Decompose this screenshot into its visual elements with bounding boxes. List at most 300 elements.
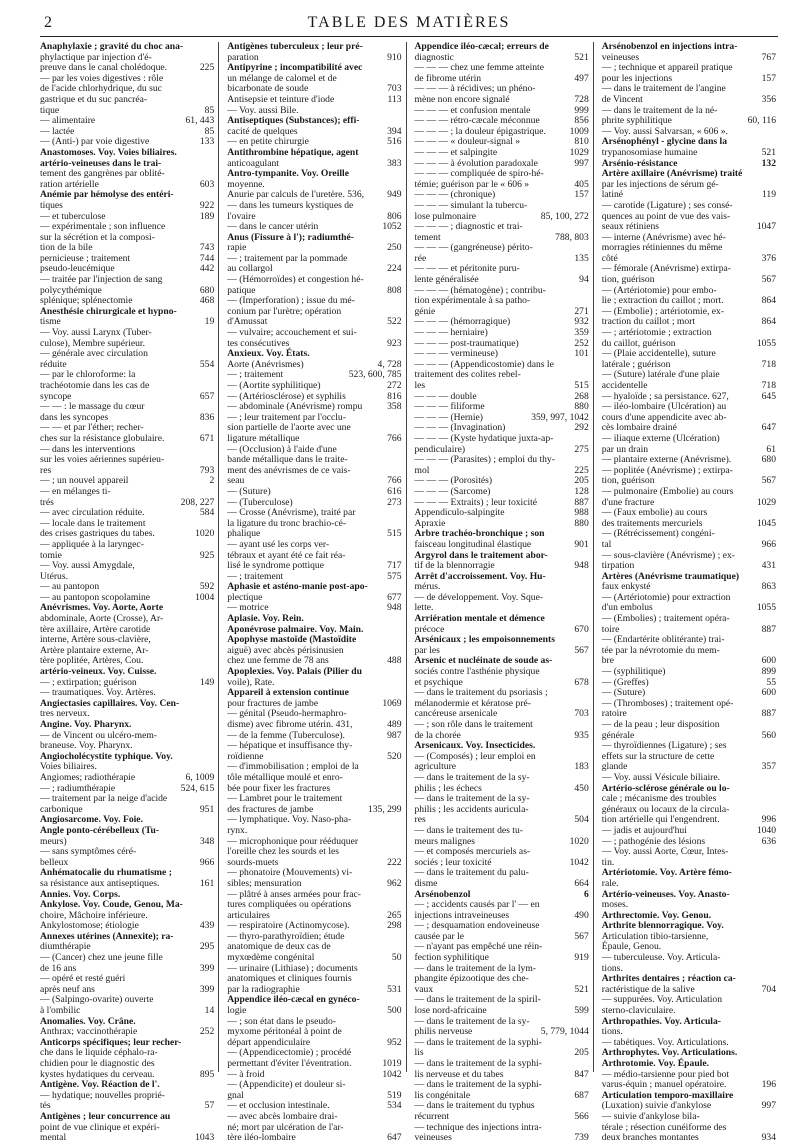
index-entry-text: trés: [40, 496, 54, 508]
index-entry-text: tés: [40, 1100, 51, 1112]
index-entry-text: traction du caillot ; mort: [601, 316, 695, 328]
index-entry-page: 1047: [756, 221, 776, 233]
index-entry-text: choire, Mâchoire inférieure.: [40, 909, 148, 921]
index-entry-page: 864: [761, 316, 776, 328]
index-entry-page: 1055: [756, 337, 776, 349]
index-entry-text: Arsénophényl - glycine dans la: [601, 136, 728, 148]
index-entry-text: les: [414, 380, 426, 391]
index-entry-text: Antro-tympanite. Voy. Oreille: [227, 168, 349, 180]
index-entry-text: Anurie par calculs de l'uretère. 536,: [227, 189, 365, 201]
index-entry: [40, 879, 214, 890]
index-entry-page: 273: [387, 496, 402, 508]
index-entry-text: phangite épizootique des che-: [414, 973, 529, 985]
index-entry-text: — au pantopon: [40, 581, 100, 593]
index-entry-page: 500: [387, 1005, 402, 1017]
index-entry-page: 575: [387, 570, 402, 582]
index-entry-page: 504: [574, 814, 589, 826]
index-entry-text: — dans le traitement du typhus: [414, 1100, 535, 1112]
index-entry: [415, 455, 589, 466]
index-entry-text: bre: [601, 655, 614, 667]
index-entry-page: 55: [766, 676, 776, 688]
index-entry: [415, 148, 589, 159]
index-entry-text: — dans le traitement de la syphi-: [414, 1058, 542, 1069]
index-entry-text: — dans le traitement des tu-: [414, 824, 523, 836]
index-entry-page: 523, 600, 785: [348, 369, 402, 381]
index-entry-text: Antiseptiques (Substances); effi-: [227, 115, 360, 127]
index-entry-text: — — — (Hernie): [414, 411, 483, 423]
index-entry-text: tère iléo-lombaire: [227, 1132, 296, 1144]
index-entry-text: côté: [601, 252, 618, 264]
index-entry: [40, 95, 214, 106]
index-entry-text: — jadis et aujourd'hui: [601, 824, 687, 836]
index-entry-text: veineuses: [414, 1132, 452, 1144]
index-entry-page: 600: [761, 655, 776, 667]
index-entry-page: 135: [574, 252, 589, 264]
index-entry-text: d'un embolus: [601, 602, 653, 614]
index-entry-page: 1029: [756, 496, 776, 508]
index-entry-page: 205: [574, 1047, 589, 1059]
index-entry-page: 133: [199, 136, 215, 148]
index-entry: [227, 826, 401, 837]
index-entry-page: 600: [761, 687, 776, 699]
index-entry-text: et psychique: [414, 676, 463, 688]
index-entry-text: pseudo-leucémique: [40, 263, 115, 275]
index-entry-text: Artère axillaire (Anévrisme) traité: [601, 168, 743, 180]
index-entry-page: 806: [387, 210, 402, 222]
index-entry-text: — hépatique et insuffisance thy-: [227, 740, 353, 752]
index-entry: [415, 826, 589, 837]
index-entry-text: tion, guérison: [601, 475, 655, 487]
index-entry-text: — — — (gangréneuse) périto-: [414, 242, 533, 254]
index-entry-page: 157: [574, 189, 589, 201]
index-entry-text: — — — vermineuse): [414, 348, 498, 360]
index-entry-text: philis ; les accidents auricula-: [414, 803, 529, 815]
index-entry: [602, 243, 776, 254]
index-entry: [415, 868, 589, 879]
index-entry-text: sur les voies aériennes supérieu-: [40, 454, 165, 466]
index-entry-text: Voies biliaires.: [40, 761, 97, 773]
index-entry-text: meurs): [40, 835, 67, 847]
index-entry-page: 788, 803: [555, 231, 589, 243]
index-entry-page: 996: [761, 814, 776, 826]
index-entry-page: 208, 227: [180, 496, 215, 508]
index-entry-text: Annexes utérines (Annexite); ra-: [40, 930, 174, 942]
index-entry-text: meurs malignes: [414, 835, 475, 847]
index-entry-text: sociés contre l'asthénie physique: [414, 666, 540, 678]
index-entry-page: 515: [387, 528, 402, 540]
index-entry-text: récurrent: [414, 1110, 450, 1122]
index-entry: [602, 201, 776, 212]
index-entry-text: la ligature du tronc brachio-cé-: [227, 517, 347, 529]
index-entry-page: 647: [761, 422, 776, 434]
index-entry-text: phalique: [227, 528, 261, 540]
index-entry-text: — ; accidents causés par l' — en: [414, 899, 540, 911]
index-entry-text: aiguë) avec abcès périsinusien: [227, 644, 344, 656]
index-entry-page: 766: [387, 432, 402, 444]
index-entry-text: — pulmonaire (Embolie) au cours: [601, 485, 734, 497]
index-entry: [602, 95, 776, 106]
index-entry-text: syncope: [40, 390, 72, 402]
index-entry-text: — (Anti-) par voie digestive: [40, 136, 150, 148]
index-entry-page: 61, 443: [185, 115, 215, 127]
index-entry-text: lie ; extraction du caillot ; mort.: [601, 295, 724, 307]
index-entry: [602, 953, 776, 964]
index-entry-text: Articulation temporo-maxillaire: [601, 1089, 734, 1101]
index-entry: [227, 1112, 401, 1123]
index-entry-text: injections intraveineuses: [414, 909, 510, 921]
index-entry: [227, 233, 401, 244]
index-entry-text: disme: [414, 877, 438, 889]
index-entry-text: sur la sécrétion et la composi-: [40, 231, 155, 243]
index-entry-text: — Crosse (Anévrisme), traité par: [227, 507, 356, 519]
index-entry: [602, 1133, 776, 1144]
index-entry-text: — respiratoire (Actinomycose).: [227, 920, 350, 932]
index-entry: [40, 826, 214, 837]
index-entry-text: — — — à évolution paradoxale: [414, 157, 538, 169]
index-entry-text: tin.: [601, 856, 615, 868]
index-entry-text: Aponévrose palmaire. Voy. Main.: [227, 623, 364, 635]
index-entry: [415, 1038, 589, 1049]
index-entry-text: Aplasie. Voy. Rein.: [227, 613, 304, 625]
index-entry-page: 113: [387, 93, 402, 105]
index-entry-text: — Voy. aussi Larynx (Tuber-: [40, 327, 152, 339]
index-entry-text: des crises gastriques du tabes.: [40, 528, 155, 540]
index-entry-page: 880: [574, 401, 589, 413]
index-entry-text: — (Tuberculose): [227, 496, 293, 508]
index-entry-text: — suppurées. Voy. Articulation: [601, 994, 723, 1006]
index-entry-text: térale ; résection cunéiforme des: [601, 1121, 727, 1133]
index-entry-page: 376: [761, 252, 776, 264]
index-entry: [602, 540, 776, 551]
index-entry-page: 966: [199, 856, 215, 868]
index-entry-text: — motrice: [227, 602, 269, 614]
index-entry: [415, 381, 589, 392]
index-entry-text: Angiomes; radiothérapie: [40, 771, 136, 783]
index-entry-page: 157: [761, 72, 776, 84]
index-entry-text: — — : le massage du cœur: [40, 401, 145, 413]
index-entry-page: 189: [199, 210, 215, 222]
index-entry-page: 567: [761, 475, 776, 487]
index-entry-text: carbonique: [40, 803, 83, 815]
index-entry-text: — hyaloïde ; sa persistance. 627,: [601, 390, 729, 402]
index-entry-page: 836: [199, 411, 215, 423]
index-entry-page: 359: [574, 327, 589, 339]
index-entry: [227, 148, 401, 159]
index-entry-text: philis nerveuse: [414, 1026, 473, 1038]
index-entry-text: Artère plantaire externe, Ar-: [40, 644, 149, 656]
index-entry-text: varus-équin ; manuel opératoire.: [601, 1079, 727, 1091]
index-entry-page: 847: [574, 1068, 589, 1080]
index-entry: [602, 1059, 776, 1070]
index-entry-text: — poplitée (Anévrisme) ; extirpa-: [601, 464, 733, 476]
index-entry-text: ratoire: [601, 708, 627, 720]
index-entry: [415, 572, 589, 583]
index-entry-page: 1052: [382, 221, 402, 233]
index-entry-text: tique: [40, 104, 60, 116]
index-entry-text: — médio-tarsienne pour pied bot: [601, 1068, 730, 1080]
index-entry-text: myxome péritonéal à point de: [227, 1026, 342, 1038]
index-entry-page: 225: [574, 464, 589, 476]
index-entry-text: res: [40, 464, 52, 476]
index-entry-text: — (Greffes): [601, 676, 649, 688]
index-entry: [40, 1123, 214, 1134]
index-entry: [415, 879, 589, 890]
index-entry-text: Annies. Voy. Corps.: [40, 888, 121, 900]
index-entry-text: — vulvaire; accouchement et sui-: [227, 327, 357, 339]
index-entry-page: 987: [387, 729, 402, 741]
index-entry-text: ration artérielle: [40, 178, 99, 190]
index-entry-page: 808: [387, 284, 402, 296]
index-entry-text: — thyroïdiennes (Ligature) ; ses: [601, 740, 727, 752]
index-entry-text: — dans le traitement de la né-: [601, 104, 718, 116]
index-entry: [40, 381, 214, 392]
index-entry: [227, 434, 401, 445]
index-entry-text: — ; desquamation endoveineuse: [414, 920, 540, 932]
index-entry-page: 524, 615: [180, 782, 215, 794]
index-entry: [415, 720, 589, 731]
index-entry-text: de Vincent: [601, 93, 643, 105]
index-entry-text: — dans le traitement de la sy-: [414, 771, 530, 783]
index-entry-text: Artères (Anévrisme traumatique): [601, 570, 740, 582]
index-entry-text: bicarbonate de soude: [227, 83, 309, 95]
index-entry-text: — — — (Invagination): [414, 422, 506, 434]
index-entry-text: — et occlusion intestinale.: [227, 1100, 330, 1112]
index-entry-text: ment des anévrismes de ce vais-: [227, 464, 351, 476]
index-entry-text: — de Vincent ou ulcéro-mem-: [40, 729, 157, 741]
index-entry-page: 949: [387, 189, 402, 201]
index-entry-page: 1009: [569, 125, 589, 137]
index-entry-text: Anticorps spécifiques; leur recher-: [40, 1036, 182, 1048]
index-entry-page: 399: [199, 983, 215, 995]
index-entry-page: 966: [761, 538, 776, 550]
index-entry-text: Arsénio-résistance: [601, 157, 678, 169]
index-entry-page: 910: [387, 51, 402, 63]
index-entry-page: 880: [574, 517, 589, 529]
index-entry-page: 222: [387, 856, 402, 868]
index-entry: [40, 434, 214, 445]
index-entry-text: sterno-claviculaire.: [601, 1005, 676, 1017]
index-entry-page: 925: [199, 549, 215, 561]
index-entry-text: paration: [227, 51, 259, 63]
index-entry-text: mérus.: [414, 581, 441, 593]
index-entry-page: 196: [761, 1079, 776, 1091]
index-entry-text: logie: [227, 1005, 247, 1017]
index-entry-text: Arrêt d'accroissement. Voy. Hu-: [414, 570, 546, 582]
index-entry: [415, 1059, 589, 1070]
index-entry-text: quences au point de vue des vais-: [601, 210, 731, 222]
index-entry-text: roïdienne: [227, 750, 264, 762]
index-entry-text: lose nord-africaine: [414, 1005, 487, 1017]
index-entry-text: — — — filiforme: [414, 401, 485, 413]
index-entry-text: Antipyrine ; incompatibilité avec: [227, 62, 363, 74]
index-entry-text: — — — et péritonite puru-: [414, 263, 520, 275]
index-entry-text: Appendice iléo-cæcal; erreurs de: [414, 41, 549, 52]
index-entry-page: 766: [387, 475, 402, 487]
index-entry-text: latérale ; guérison: [601, 358, 671, 370]
index-entry: [602, 826, 776, 837]
index-entry: [227, 201, 401, 212]
index-entry-text: trachéotomie dans les cas de: [40, 380, 150, 391]
index-entry-text: lisé le syndrome pottique: [227, 560, 324, 572]
index-entry-text: — — — compliquée de spiro-hé-: [414, 168, 544, 180]
index-entry-text: — ; traitement: [227, 369, 284, 381]
index-entry-text: — Voy. aussi Amygdale,: [40, 560, 135, 572]
index-entry-text: — (Occlusion) à l'aide d'une: [227, 443, 337, 455]
index-entry-page: 999: [574, 104, 589, 116]
index-entry-text: causée par le: [414, 930, 465, 942]
index-entry-text: Arriération mentale et démence: [414, 613, 545, 625]
index-entry: [227, 381, 401, 392]
index-entry-page: 647: [387, 1132, 402, 1144]
index-entry-text: — Voy. aussi Bile.: [227, 104, 299, 116]
index-entry-page: 816: [387, 390, 402, 402]
index-entry-text: — (Endartérite oblitérante) trai-: [601, 634, 725, 646]
index-entry-text: permettant d'éviter l'éventration.: [227, 1058, 352, 1069]
index-entry-text: né; mort par ulcération de l'ar-: [227, 1121, 344, 1133]
index-entry-page: 887: [761, 623, 776, 635]
index-entry-page: 678: [574, 676, 589, 688]
index-entry: [227, 995, 401, 1006]
index-entry: [415, 593, 589, 604]
index-entry-text: faisceau longitudinal élastique: [414, 538, 532, 550]
index-entry-text: Angle ponto-cérébelleux (Tu-: [40, 824, 160, 836]
index-entry-text: braneuse. Voy. Pharynx.: [40, 740, 133, 752]
index-entry-text: lente généralisée: [414, 274, 479, 286]
index-entry-text: cours d'une appendicite avec ab-: [601, 411, 727, 423]
index-entry-text: — avec circulation réduite.: [40, 507, 145, 519]
index-entry-page: 1029: [569, 146, 589, 158]
index-entry-text: — ; son état dans le pseudo-: [227, 1015, 336, 1027]
index-entry-text: — alimentaire: [40, 115, 96, 127]
index-entry-text: — phonatoire (Mouvements) vi-: [227, 867, 353, 879]
index-entry-text: Angine. Voy. Pharynx.: [40, 719, 132, 730]
index-entry-text: gastrique et du suc pancréa-: [40, 93, 148, 105]
index-entry-text: à l'ombilic: [40, 1005, 81, 1017]
index-entry-text: veineuses: [601, 51, 640, 63]
index-entry-text: par les: [414, 644, 440, 656]
index-entry-page: 250: [387, 242, 402, 254]
index-entry-page: 85: [204, 125, 215, 137]
index-entry-page: 252: [574, 337, 589, 349]
index-entry: [415, 296, 589, 307]
index-entry-page: 592: [199, 581, 215, 593]
index-entry-page: 567: [574, 644, 589, 656]
index-entry: [40, 720, 214, 731]
index-entry: [40, 190, 214, 201]
index-entry-page: 935: [574, 729, 589, 741]
index-entry-text: artério-veineux. Voy. Cuisse.: [40, 666, 157, 678]
index-entry-text: — au pantopon scopolamine: [40, 591, 151, 603]
index-entry-page: 394: [387, 125, 402, 137]
index-entry: [415, 370, 589, 381]
index-entry-text: par les injections de sérum gé-: [601, 178, 719, 190]
index-entry-page: 670: [574, 623, 589, 635]
index-entry-text: anticoagulant: [227, 157, 279, 169]
index-entry-page: 997: [761, 1100, 776, 1112]
index-entry-text: Arbre trachéo-bronchique ; son: [414, 528, 545, 540]
index-entry-text: tions.: [601, 962, 623, 974]
index-entry-text: — — — (Kyste hydatique juxta-ap-: [414, 432, 554, 444]
index-entry-page: 962: [387, 877, 402, 889]
index-entry: [415, 1112, 589, 1123]
index-entry-page: 671: [199, 432, 215, 444]
index-entry-text: sociés ; leur toxicité: [414, 856, 492, 868]
index-entry-text: Angiosarcome. Voy. Foie.: [40, 814, 143, 826]
index-entry-text: Anxieux. Voy. États.: [227, 348, 310, 360]
index-entry-text: anatomique de deux cas de: [227, 941, 331, 953]
index-columns: [40, 41, 780, 1144]
index-entry-text: — (Embolie) ; artériotomie, ex-: [601, 305, 725, 317]
index-entry-text: — — — (Appendicostomie) dans le: [414, 358, 554, 370]
index-entry-text: disme) avec fibrome utérin. 431,: [227, 719, 353, 730]
index-entry: [227, 42, 401, 53]
index-entry-text: Apraxie: [414, 517, 446, 529]
index-entry: [227, 815, 401, 826]
index-entry: [227, 466, 401, 477]
index-entry-text: agriculture: [414, 761, 457, 773]
index-entry: [415, 805, 589, 816]
index-entry-page: 521: [574, 51, 589, 63]
index-entry-text: lis: [414, 1047, 424, 1059]
index-entry-text: — — — et confusion mentale: [414, 104, 531, 116]
index-entry-page: 704: [761, 983, 776, 995]
index-entry-text: ligature métallique: [227, 432, 300, 444]
index-entry: [602, 148, 776, 159]
index-entry-text: polycythémique: [40, 284, 102, 296]
index-entry-text: — (Artériotomie) pour extraction: [601, 591, 731, 603]
index-entry-text: départ appendiculaire: [227, 1036, 311, 1048]
index-entry-text: — Lambret pour le traitement: [227, 793, 343, 805]
index-entry: [40, 1091, 214, 1102]
index-entry-text: splénique; splénectomie: [40, 295, 133, 307]
index-entry-text: pendiculaire): [414, 443, 466, 455]
index-entry-text: ractéristique de la salive: [601, 983, 695, 995]
index-entry-text: — microphonique pour rééduquer: [227, 835, 359, 847]
index-entry-page: 268: [574, 390, 589, 402]
index-entry-page: 149: [199, 676, 215, 688]
index-entry-text: — dans le traitement du palu-: [414, 867, 529, 879]
index-entry-page: 94: [579, 274, 589, 286]
index-entry-text: — — — double: [414, 390, 477, 402]
index-entry-text: — (Imperforation) ; issue du mé-: [227, 295, 355, 307]
index-entry-text: — — — Extraits) ; leur toxicité: [414, 496, 538, 508]
index-entry-text: — n'ayant pas empêché une réin-: [414, 941, 543, 953]
index-entry-text: Apoplexies. Voy. Palais (Pilier du: [227, 666, 362, 678]
index-entry-page: 744: [199, 252, 215, 264]
index-entry-page: 14: [204, 1005, 215, 1017]
index-entry-text: Angiectasies capillaires. Voy. Cen-: [40, 697, 180, 709]
index-entry-text: — tuberculeuse. Voy. Articula-: [601, 952, 721, 964]
index-entry-text: tirpation: [601, 560, 635, 572]
index-entry-page: 718: [761, 380, 776, 391]
index-entry-text: Arsenic et nucléinate de soude as-: [414, 655, 553, 667]
index-entry: [602, 614, 776, 625]
index-entry-page: 275: [574, 443, 589, 455]
index-entry-text: anatomiques et cliniques fournis: [227, 973, 352, 985]
index-entry-text: faux enkysté: [601, 581, 651, 593]
index-entry-text: — thyro-parathyroïdien; étude: [227, 930, 345, 942]
index-entry-text: par un drain: [601, 443, 649, 455]
index-entry-text: précoce: [414, 623, 445, 635]
index-entry-page: 6, 1009: [185, 771, 215, 783]
index-entry-text: — appliquée à la laryngec-: [40, 538, 144, 550]
index-entry-text: Angiocholécystite typhique. Voy.: [40, 750, 173, 762]
index-entry-text: — — — herniaire): [414, 327, 488, 339]
index-entry-text: — ayant usé les corps ver-: [227, 538, 330, 550]
index-entry-page: 57: [204, 1100, 215, 1112]
index-entry-text: — ; leur traitement par l'occlu-: [227, 411, 346, 423]
index-entry-text: moyenne.: [227, 178, 265, 190]
